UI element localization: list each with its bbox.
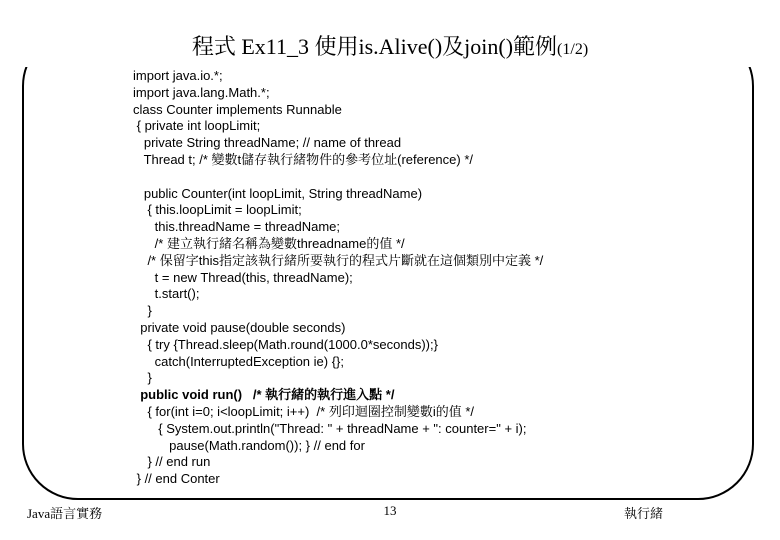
title-suffix: (1/2) — [557, 41, 589, 58]
code-line: /* 建立執行緒名稱為變數threadname的值 */ — [133, 235, 405, 251]
code-line: import java.lang.Math.*; — [133, 84, 270, 100]
footer-course: Java語言實務 — [27, 506, 103, 521]
page-number: 13 — [383, 503, 397, 518]
code-line: private void pause(double seconds) — [133, 319, 346, 335]
code-line: catch(InterruptedException ie) {}; — [133, 353, 345, 369]
code-line: Thread t; /* 變數t儲存執行緒物件的參考位址(reference) */ — [133, 151, 473, 167]
code-line: import java.io.*; — [133, 68, 223, 83]
code-line: { this.loopLimit = loopLimit; — [133, 202, 302, 218]
code-line: t.start(); — [133, 286, 200, 302]
code-line: { private int loopLimit; — [133, 118, 261, 134]
code-line: public void run() /* 執行緒的執行進入點 */ — [133, 387, 395, 403]
code-line: /* 保留字this指定該執行緒所要執行的程式片斷就在這個類別中定義 */ — [133, 252, 544, 268]
code-line: t = new Thread(this, threadName); — [133, 269, 353, 285]
slide-title — [0, 30, 780, 67]
code-line: } // end Conter — [133, 471, 220, 487]
code-line: { System.out.println("Thread: " + threadName + ": counter=" + i); — [133, 420, 527, 436]
code-line: private String threadName; // name of thread — [133, 135, 402, 151]
code-line — [133, 169, 543, 186]
code-line: { try {Thread.sleep(Math.round(1000.0*seconds));} — [133, 336, 438, 352]
code-block — [133, 68, 543, 488]
footer-chapter: 執行緒 — [624, 506, 664, 521]
title-main: 程式 Ex11_3 使用is.Alive()及join()範例 — [191, 34, 558, 59]
code-line: { for(int i=0; i<loopLimit; i++) /* 列印迴圈控制變數i的值 */ — [133, 403, 474, 419]
code-line: } — [133, 303, 152, 319]
code-line: public Counter(int loopLimit, String threadName) — [133, 185, 423, 201]
code-line: pause(Math.random()); } // end for — [133, 437, 365, 453]
code-line: } // end run — [133, 454, 211, 470]
code-line: this.threadName = threadName; — [133, 219, 341, 235]
code-line: } — [133, 370, 152, 386]
code-line: class Counter implements Runnable — [133, 101, 342, 117]
